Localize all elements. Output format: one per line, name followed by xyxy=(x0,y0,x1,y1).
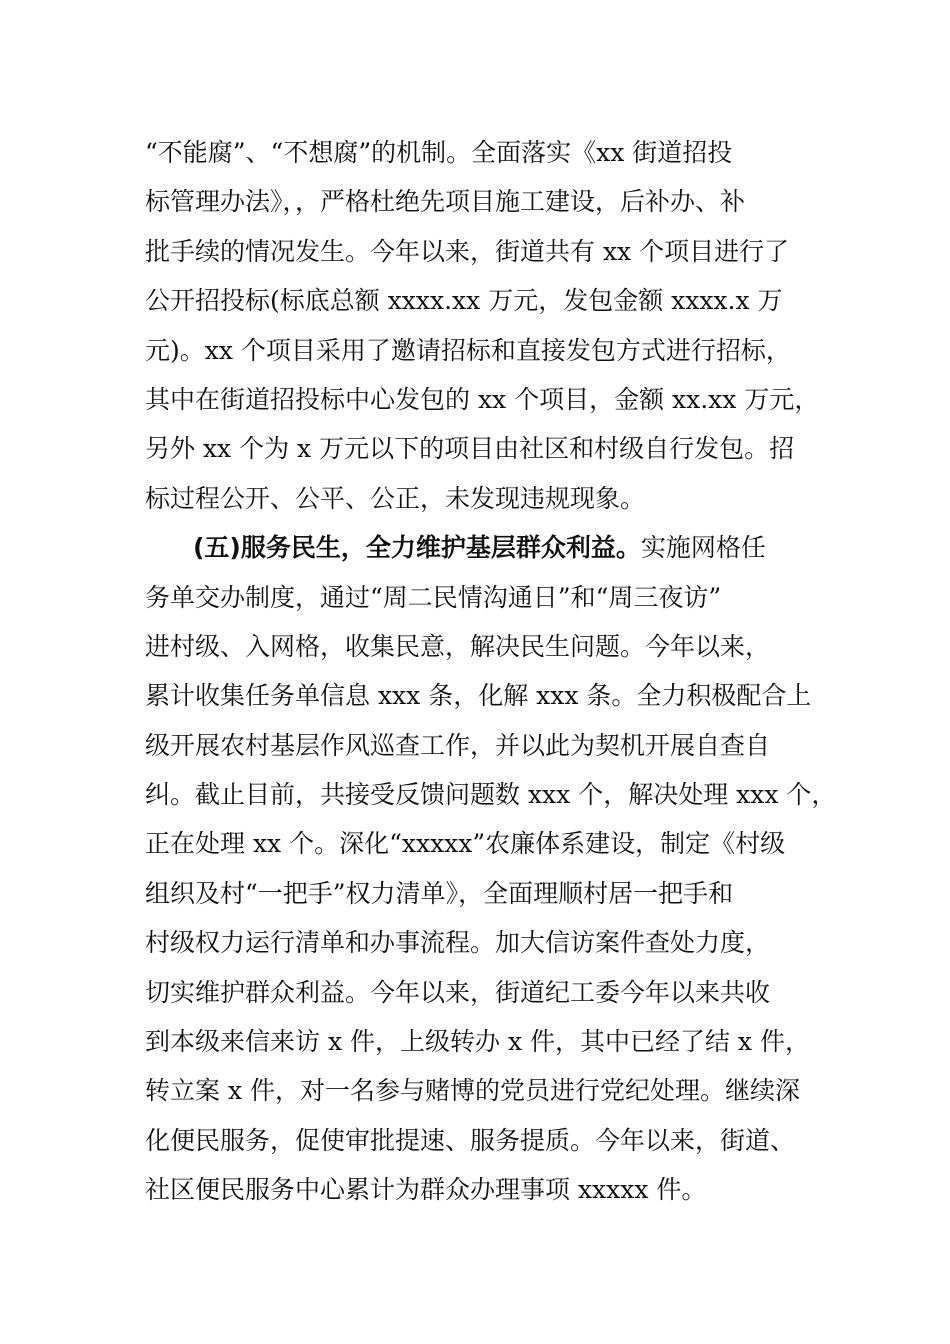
paragraph-line: 务单交办制度，通过“周二民情沟通日”和“周三夜访” xyxy=(145,582,722,612)
paragraph-public-service xyxy=(145,523,837,1214)
paragraph-line: 累计收集任务单信息 xxx 条，化解 xxx 条。全力积极配合上 xyxy=(145,681,812,711)
paragraph-line: 公开招投标(标底总额 xxxx.xx 万元，发包金额 xxxx.x 万 xyxy=(145,286,783,316)
paragraph-line: 转立案 x 件，对一名参与赌博的党员进行党纪处理。继续深 xyxy=(145,1076,800,1106)
paragraph-line: 组织及村“一把手”权力清单》，全面理顺村居一把手和 xyxy=(145,878,734,908)
paragraph-line: 进村级、入网格，收集民意，解决民生问题。今年以来， xyxy=(145,631,771,661)
paragraph-line: 化便民服务，促使审批提速、服务提质。今年以来，街道、 xyxy=(145,1125,796,1155)
paragraph-line: 切实维护群众利益。今年以来，街道纪工委今年以来共收 xyxy=(145,977,771,1007)
paragraph-first-line xyxy=(145,523,825,572)
paragraph-line: 级开展农村基层作风巡查工作，并以此为契机开展自查自 xyxy=(145,730,771,760)
paragraph-line: 社区便民服务中心累计为群众办理事项 xxxxx 件。 xyxy=(145,1175,707,1205)
paragraph-line: 其中在街道招投标中心发包的 xx 个项目，金额 xx.xx 万元， xyxy=(145,384,820,414)
paragraph-line: 标管理办法》，，严格杜绝先项目施工建设，后补办、补 xyxy=(145,187,746,217)
paragraph-line: 正在处理 xx 个。深化“xxxxx”农廉体系建设，制定《村级 xyxy=(145,829,786,859)
section-heading: (五)服务民生，全力维护基层群众利益。 xyxy=(193,533,641,563)
paragraph-line: 村级权力运行清单和办事流程。加大信访案件查处力度， xyxy=(145,928,771,958)
document-body xyxy=(145,128,837,1215)
paragraph-anticorruption xyxy=(145,128,825,523)
paragraph-line: 批手续的情况发生。今年以来，街道共有 xx 个项目进行了 xyxy=(145,236,790,266)
paragraph-line: 另外 xx 个为 x 万元以下的项目由社区和村级自行发包。招 xyxy=(145,434,795,464)
paragraph-line: “不能腐”、“不想腐”的机制。全面落实《xx 街道招投 xyxy=(145,138,733,167)
paragraph-line: 到本级来信来访 x 件，上级转办 x 件，其中已经了结 x 件， xyxy=(145,1027,810,1057)
paragraph-line: 标过程公开、公平、公正，未发现违规现象。 xyxy=(145,483,646,513)
heading-line-rest: 实施网格任 xyxy=(640,533,766,563)
paragraph-line: 元)。xx 个项目采用了邀请招标和直接发包方式进行招标， xyxy=(145,335,791,365)
paragraph-line: 纠。截止目前，共接受反馈问题数 xxx 个，解决处理 xxx 个， xyxy=(145,780,837,810)
